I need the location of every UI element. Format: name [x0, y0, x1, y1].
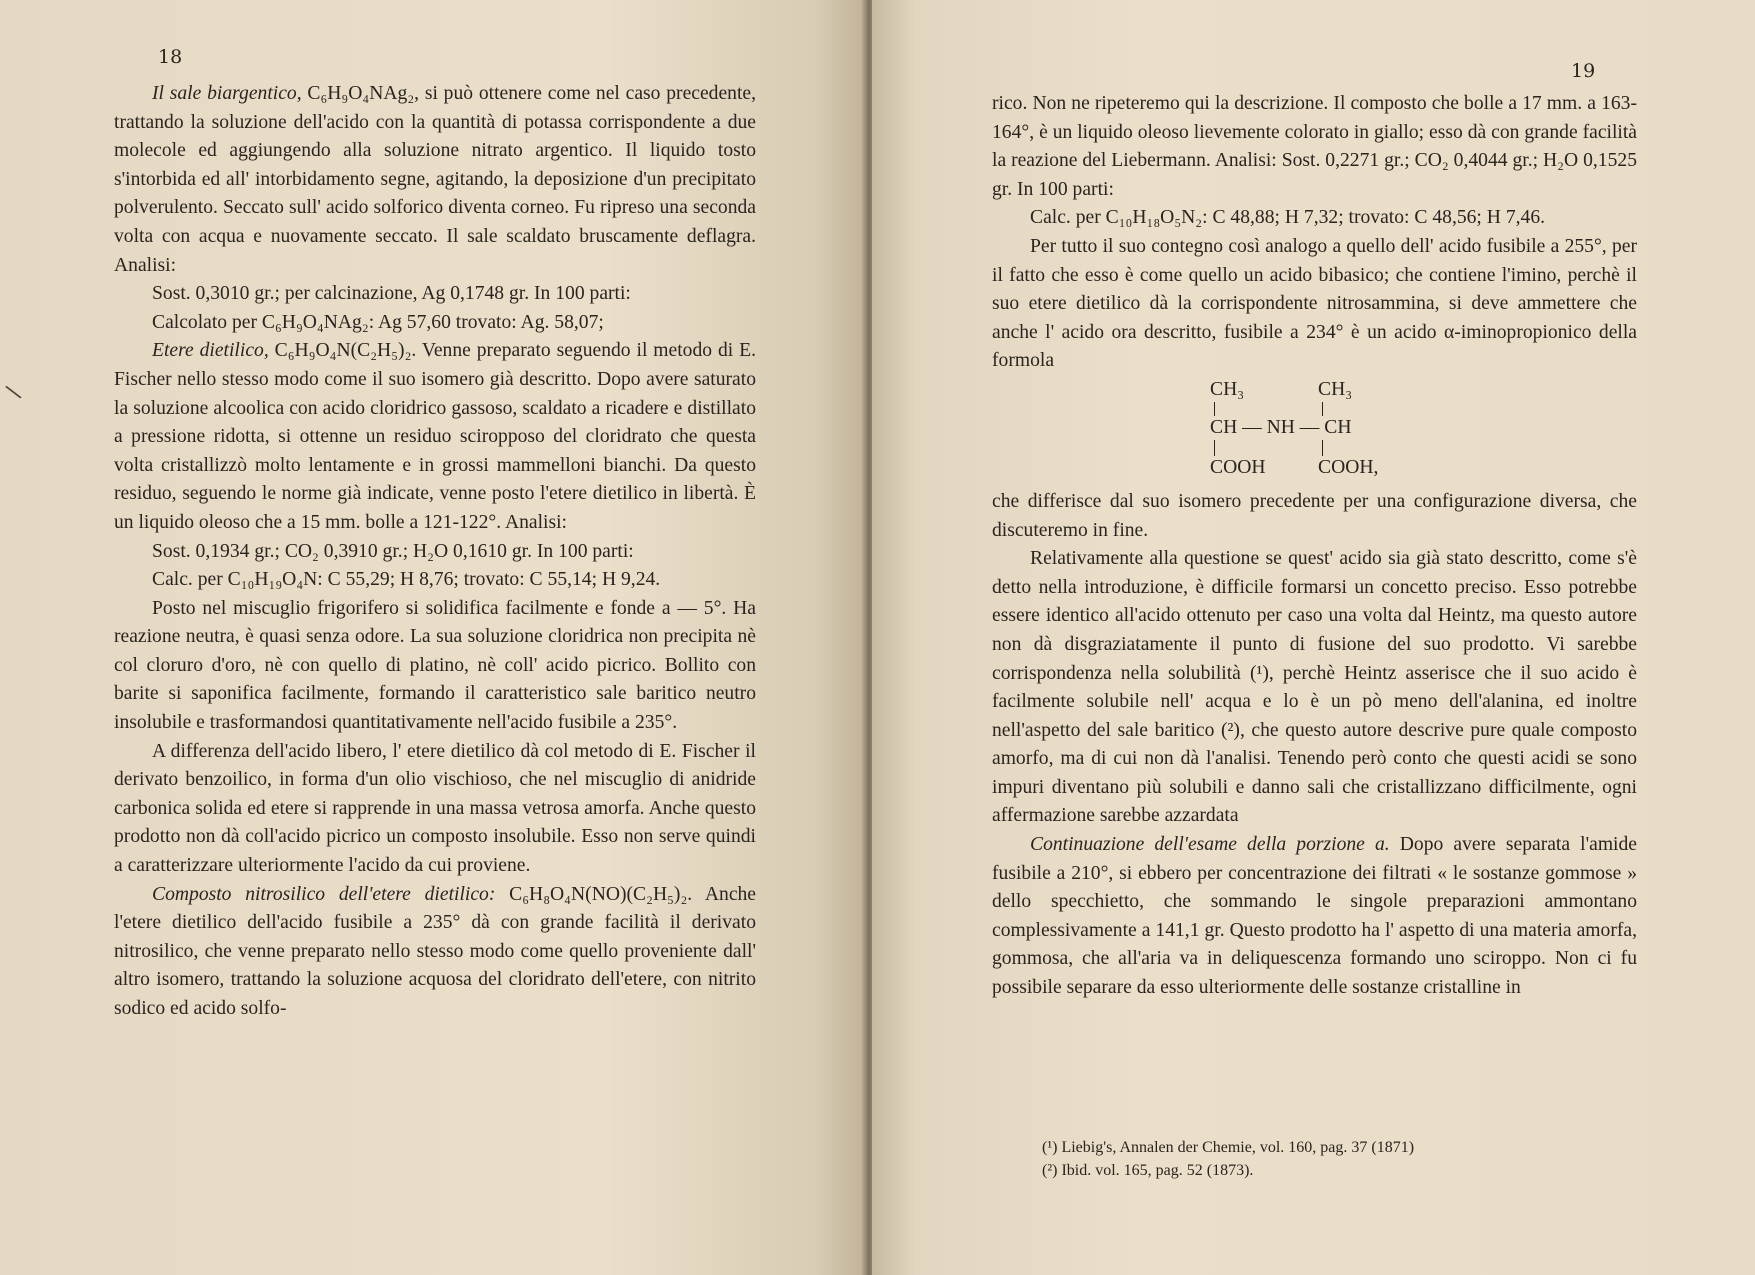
paragraph: A differenza dell'acido libero, l' etere dietilico dà col metodo di E. Fischer il derivato benzoilico, in forma d'un olio vischioso, che nel miscuglio di anidride carbonica solida ed etere si rapprende in una massa vetrosa amorfa. Anche questo prodotto non dà coll'acido picrico un composto insolubile. Esso non serve quindi a caratterizzare ulteriormente l'acido da cui proviene.	[114, 740, 756, 877]
paragraph: Continuazione dell'esame della porzione a. Dopo avere separata l'amide fusibile a 210°, si ebbero per concentrazione dei filtrati « le sostanze gommose » dello specchietto, che sommando le singole preparazioni ammontano complessivamente a 141,1 gr. Questo prodotto ha l' aspetto di una materia amorfa, gommosa, che all'aria va in deliquescenza formando uno sciroppo. Non ci fu possibile separare da esso ulteriormente delle sostanze cristalline in	[992, 834, 1637, 999]
paragraph: Calc. per C₁₀H₁₈O₅N₂: C 48,88; H 7,32; trovato: C 48,56; H 7,46.	[1030, 207, 1546, 229]
formula-ch3-left: CH₃	[1210, 378, 1245, 400]
pencil-mark: \	[3, 380, 24, 405]
paragraph: Composto nitrosilico dell'etere dietilico: C₆H₈O₄N(NO)(C₂H₅)₂. Anche l'etere dietilico dell'acido fusibile a 235° dà con grande facilità il derivato nitrosilico, che venne preparato nello stesso modo come quello proveniente dall' altro isomero, trattando la soluzione acquosa del cloridrato dell'etere, con nitrito sodico ed acido solfo-	[114, 883, 757, 1019]
paragraph: Sost. 0,3010 gr.; per calcinazione, Ag 0,1748 gr. In 100 parti:	[152, 283, 631, 305]
formula-ch3-right: CH₃	[1318, 378, 1353, 400]
paragraph: Per tutto il suo contegno così analogo a quello dell' acido fusibile a 255°, per il fatto che esso è come quello un acido bibasico; che contiene l'imino, perchè il suo etere dietilico dà la corrispondente nitrosammina, si deve ammettere che anche l' acido ora descritto, fusibile a 234° è un acido α-iminopropionico della formola	[992, 235, 1637, 372]
paragraph: Relativamente alla questione se quest' acido sia già stato descritto, come s'è detto nella introduzione, è difficile formarsi un concetto preciso. Esso potrebbe essere identico all'acido ottenuto per caso una volta dal Heintz, ma questo autore non dà disgraziatamente il punto di fusione del suo prodotto. Vi sarebbe corrispondenza nella solubilità (¹), perchè Heintz asserisce che il suo acido è facilmente solubile nell' acqua e lo è un pò meno dell'alanina, ed inoltre nell'aspetto del sale baritico (²), che questo autore descrive pure quale composto amorfo, ma di cui non dà l'analisi. Tenendo però conto che questi acidi se sono impuri diventano più solubili e danno sali che cristallizzano difficilmente, ogni affermazione sarebbe azzardata	[992, 548, 1637, 827]
paragraph: Calcolato per C₆H₉O₄NAg₂: Ag 57,60 trovato: Ag. 58,07;	[152, 311, 604, 333]
footnote: (¹) Liebig's, Annalen der Chemie, vol. 160, pag. 37 (1871)	[1042, 1139, 1415, 1156]
paragraph: Calc. per C₁₀H₁₉O₄N: C 55,29; H 8,76; trovato: C 55,14; H 9,24.	[152, 569, 661, 591]
right-page-body	[992, 90, 1637, 1003]
paragraph: Posto nel miscuglio frigorifero si solidifica facilmente e fonde a — 5°. Ha reazione neutra, è quasi senza odore. La sua soluzione cloridrica non precipita nè col cloruro d'oro, nè con quello di platino, nè coll' acido picrico. Bollito con barite si saponifica facilmente, formando il caratteristico sale baritico neutro insolubile e trasformandosi quantitativamente nell'acido fusibile a 235°.	[114, 597, 756, 734]
formula-cooh-left: COOH	[1210, 456, 1266, 478]
formula-middle: CH — NH — CH	[1210, 416, 1352, 438]
paragraph: Sost. 0,1934 gr.; CO₂ 0,3910 gr.; H₂O 0,1610 gr. In 100 parti:	[152, 540, 634, 562]
page-number-right: 19	[1571, 60, 1596, 82]
left-page-body	[114, 80, 756, 1024]
left-page	[0, 0, 868, 1275]
paragraph: rico. Non ne ripeteremo qui la descrizione. Il composto che bolle a 17 mm. a 163-164°, è un liquido oleoso lievemente colorato in giallo; esso dà con grande facilità la reazione del Liebermann. Analisi: Sost. 0,2271 gr.; CO₂ 0,4044 gr.; H₂O 0,1525 gr. In 100 parti:	[992, 93, 1637, 200]
paragraph: Il sale biargentico, C₆H₉O₄NAg₂, si può ottenere come nel caso precedente, trattando la soluzione dell'acido con la quantità di potassa corrispondente a due molecole ed aggiungendo alla soluzione nitrato argentico. Il liquido tosto s'intorbida ed all' intorbidamento segne, agitando, la deposizione d'un precipitato polverulento. Seccato sull' acido solforico diventa corneo. Fu ripreso una seconda volta con acqua e nuovamente seccato. Il sale scaldato bruscamente deflagra. Analisi:	[114, 83, 756, 276]
footnote: (²) Ibid. vol. 165, pag. 52 (1873).	[1042, 1162, 1254, 1179]
right-page	[872, 0, 1755, 1275]
structural-formula	[992, 376, 1637, 488]
paragraph: che differisce dal suo isomero precedente per una configurazione diversa, che discuteremo in fine.	[992, 490, 1637, 541]
footnotes	[1022, 1136, 1582, 1182]
page-number-left: 18	[158, 46, 183, 68]
paragraph: Etere dietilico, C₆H₉O₄N(C₂H₅)₂. Venne preparato seguendo il metodo di E. Fischer nello stesso modo come il suo isomero già descritto. Dopo avere saturato la soluzione alcoolica con acido cloridrico gassoso, scaldato a ricadere e distillato a pressione ridotta, si ottenne un residuo sciropposo del cloridrato che questa volta cristallizzò molto lentamente e in grossi mammelloni bianchi. Da questo residuo, seguendo le norme già indicate, venne posto l'etere dietilico in libertà. È un liquido oleoso che a 15 mm. bolle a 121-122°. Analisi:	[114, 340, 756, 533]
formula-cooh-right: COOH,	[1318, 456, 1379, 478]
